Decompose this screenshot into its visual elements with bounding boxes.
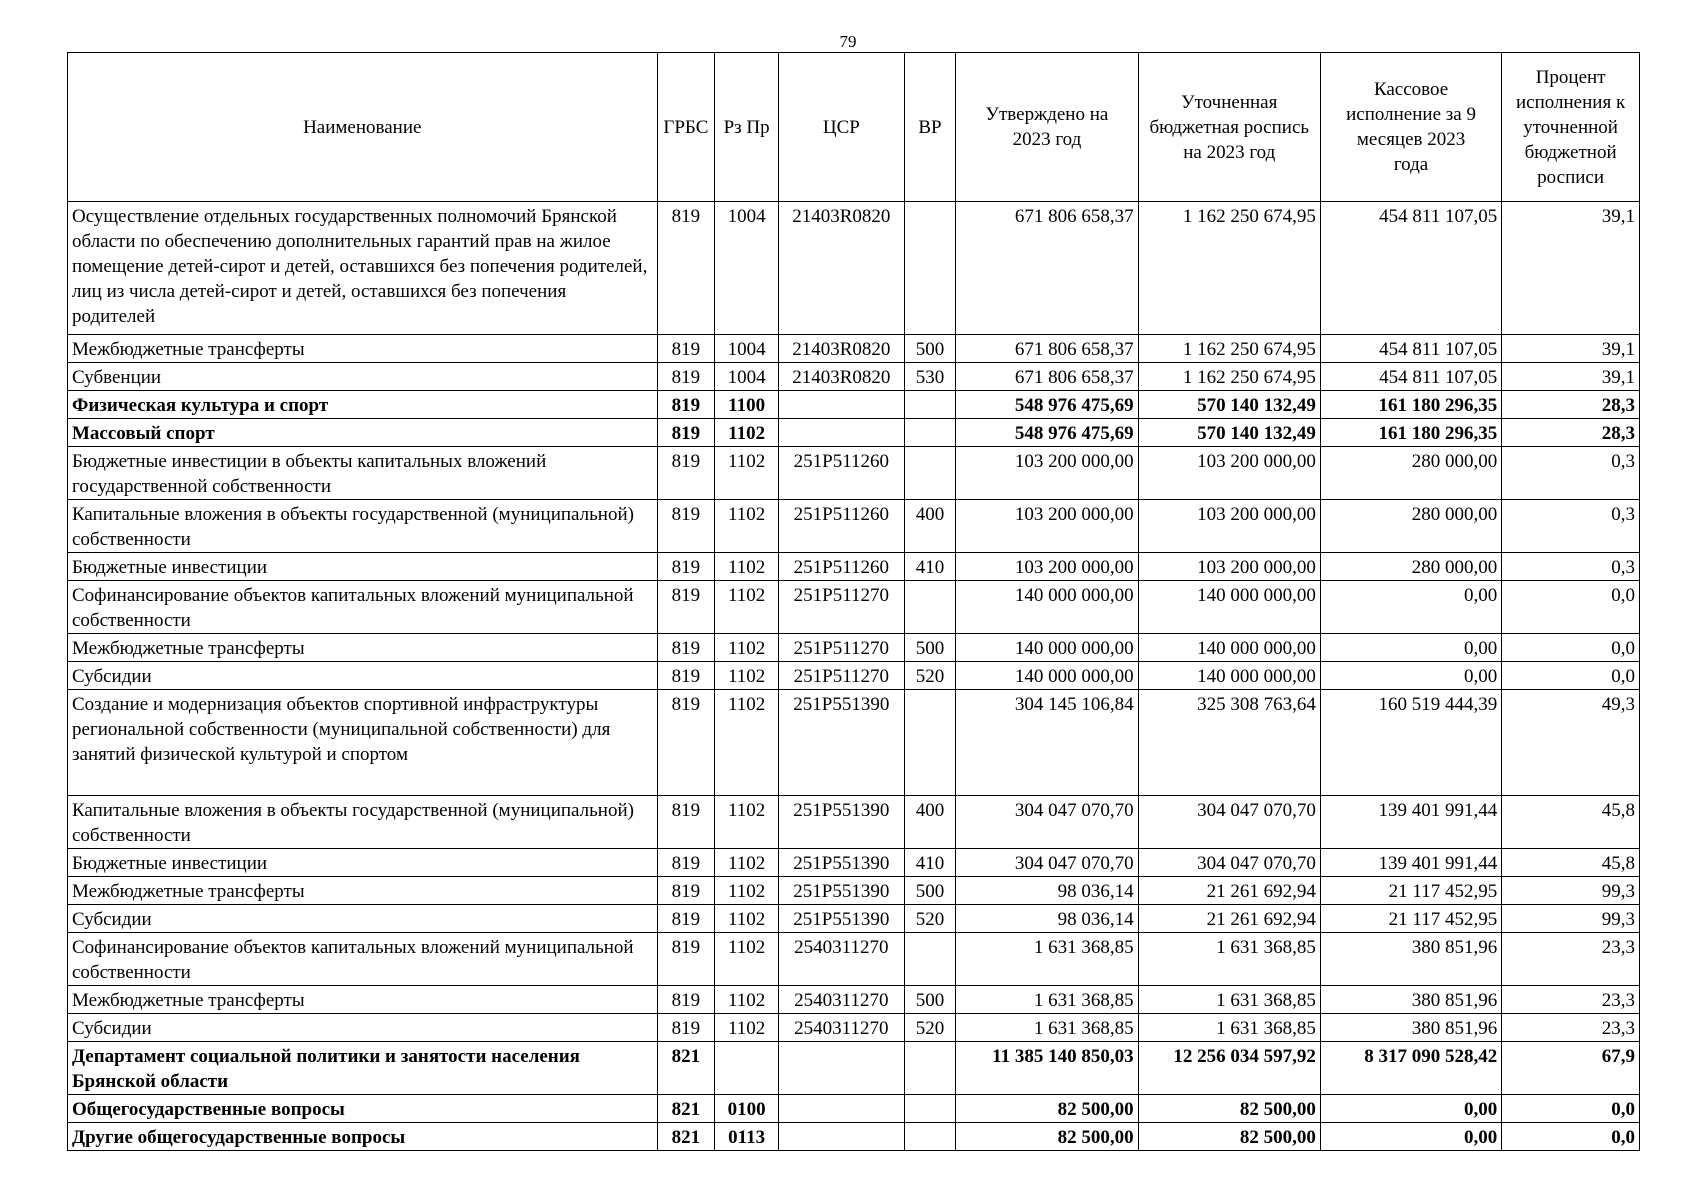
row-refined: 103 200 000,00 [1138, 447, 1320, 500]
row-vr [904, 690, 956, 796]
table-row [68, 1095, 1640, 1123]
row-csr [779, 1095, 905, 1123]
row-rzpr: 1102 [715, 553, 779, 581]
row-vr: 530 [904, 363, 956, 391]
row-vr: 410 [904, 553, 956, 581]
row-vr: 500 [904, 335, 956, 363]
header-grbs: ГРБС [657, 53, 715, 202]
row-vr [904, 419, 956, 447]
row-vr [904, 447, 956, 500]
header-executed: Кассовое исполнение за 9 месяцев 2023 года [1320, 53, 1501, 202]
row-grbs: 819 [657, 391, 715, 419]
row-rzpr: 1100 [715, 391, 779, 419]
row-executed: 0,00 [1320, 634, 1501, 662]
row-rzpr: 0100 [715, 1095, 779, 1123]
row-csr: 2540311270 [779, 1014, 905, 1042]
row-grbs: 819 [657, 553, 715, 581]
page-number: 79 [839, 32, 857, 51]
header-percent: Процент исполнения к уточненной бюджетной росписи [1502, 53, 1640, 202]
table-row [68, 202, 1640, 335]
row-rzpr: 1102 [715, 419, 779, 447]
table-row [68, 447, 1640, 500]
row-csr [779, 1123, 905, 1151]
row-percent: 0,0 [1502, 581, 1640, 634]
row-csr: 251P511270 [779, 581, 905, 634]
table-body [68, 202, 1640, 1151]
row-rzpr: 1102 [715, 634, 779, 662]
row-name: Массовый спорт [68, 419, 658, 447]
row-executed: 0,00 [1320, 1123, 1501, 1151]
table-row [68, 335, 1640, 363]
row-approved: 103 200 000,00 [956, 500, 1138, 553]
row-grbs: 819 [657, 986, 715, 1014]
row-refined: 1 631 368,85 [1138, 933, 1320, 986]
row-executed: 161 180 296,35 [1320, 419, 1501, 447]
row-name: Субсидии [68, 1014, 658, 1042]
row-percent: 0,3 [1502, 500, 1640, 553]
row-executed: 0,00 [1320, 1095, 1501, 1123]
row-vr: 520 [904, 905, 956, 933]
row-percent: 39,1 [1502, 202, 1640, 335]
row-percent: 39,1 [1502, 363, 1640, 391]
row-approved: 82 500,00 [956, 1123, 1138, 1151]
row-approved: 140 000 000,00 [956, 662, 1138, 690]
row-refined: 1 631 368,85 [1138, 1014, 1320, 1042]
row-vr: 520 [904, 1014, 956, 1042]
row-percent: 45,8 [1502, 796, 1640, 849]
row-percent: 28,3 [1502, 391, 1640, 419]
row-approved: 1 631 368,85 [956, 1014, 1138, 1042]
header-refined: Уточненная бюджетная роспись на 2023 год [1138, 53, 1320, 202]
table-row [68, 500, 1640, 553]
row-refined: 570 140 132,49 [1138, 391, 1320, 419]
row-percent: 23,3 [1502, 986, 1640, 1014]
row-name: Департамент социальной политики и занятости населения Брянской области [68, 1042, 658, 1095]
row-executed: 139 401 991,44 [1320, 796, 1501, 849]
row-percent: 0,3 [1502, 553, 1640, 581]
header-csr: ЦСР [779, 53, 905, 202]
row-csr: 251P551390 [779, 849, 905, 877]
row-refined: 304 047 070,70 [1138, 796, 1320, 849]
row-vr [904, 391, 956, 419]
table-row [68, 1042, 1640, 1095]
row-csr: 2540311270 [779, 986, 905, 1014]
row-csr: 21403R0820 [779, 202, 905, 335]
row-grbs: 819 [657, 1014, 715, 1042]
row-rzpr: 1102 [715, 500, 779, 553]
table-row [68, 986, 1640, 1014]
row-name: Субсидии [68, 905, 658, 933]
row-percent: 39,1 [1502, 335, 1640, 363]
row-executed: 139 401 991,44 [1320, 849, 1501, 877]
row-refined: 103 200 000,00 [1138, 500, 1320, 553]
row-approved: 11 385 140 850,03 [956, 1042, 1138, 1095]
row-approved: 82 500,00 [956, 1095, 1138, 1123]
table-row [68, 391, 1640, 419]
row-rzpr: 1004 [715, 363, 779, 391]
row-name: Субсидии [68, 662, 658, 690]
row-approved: 103 200 000,00 [956, 447, 1138, 500]
row-csr: 21403R0820 [779, 363, 905, 391]
row-percent: 99,3 [1502, 877, 1640, 905]
row-name: Бюджетные инвестиции в объекты капитальных вложений государственной собственности [68, 447, 658, 500]
row-refined: 82 500,00 [1138, 1123, 1320, 1151]
row-vr: 400 [904, 500, 956, 553]
row-refined: 1 162 250 674,95 [1138, 202, 1320, 335]
row-grbs: 819 [657, 933, 715, 986]
row-grbs: 819 [657, 581, 715, 634]
row-name: Капитальные вложения в объекты государственной (муниципальной) собственности [68, 500, 658, 553]
row-vr: 410 [904, 849, 956, 877]
row-name: Межбюджетные трансферты [68, 634, 658, 662]
row-approved: 548 976 475,69 [956, 391, 1138, 419]
row-refined: 1 162 250 674,95 [1138, 335, 1320, 363]
row-rzpr [715, 1042, 779, 1095]
row-refined: 21 261 692,94 [1138, 877, 1320, 905]
row-name: Субвенции [68, 363, 658, 391]
row-vr [904, 933, 956, 986]
row-csr: 251P551390 [779, 690, 905, 796]
row-executed: 280 000,00 [1320, 553, 1501, 581]
row-executed: 160 519 444,39 [1320, 690, 1501, 796]
row-csr: 21403R0820 [779, 335, 905, 363]
row-vr [904, 202, 956, 335]
table-row [68, 933, 1640, 986]
row-grbs: 819 [657, 796, 715, 849]
row-percent: 0,0 [1502, 634, 1640, 662]
row-csr: 251P511260 [779, 500, 905, 553]
row-approved: 304 047 070,70 [956, 849, 1138, 877]
row-percent: 67,9 [1502, 1042, 1640, 1095]
row-grbs: 819 [657, 500, 715, 553]
row-percent: 99,3 [1502, 905, 1640, 933]
row-approved: 140 000 000,00 [956, 581, 1138, 634]
row-refined: 570 140 132,49 [1138, 419, 1320, 447]
table-row [68, 662, 1640, 690]
row-approved: 1 631 368,85 [956, 986, 1138, 1014]
row-percent: 23,3 [1502, 933, 1640, 986]
table-row [68, 1014, 1640, 1042]
table-row [68, 1123, 1640, 1151]
row-percent: 28,3 [1502, 419, 1640, 447]
row-vr: 500 [904, 986, 956, 1014]
header-approved: Утверждено на 2023 год [956, 53, 1138, 202]
row-name: Другие общегосударственные вопросы [68, 1123, 658, 1151]
row-refined: 304 047 070,70 [1138, 849, 1320, 877]
table-header [68, 53, 1640, 202]
table-row [68, 796, 1640, 849]
row-refined: 140 000 000,00 [1138, 662, 1320, 690]
table-row [68, 581, 1640, 634]
row-name: Создание и модернизация объектов спортивной инфраструктуры региональной собственности (муниципальной собственности) для занятий физической культурой и спортом [68, 690, 658, 796]
row-rzpr: 1102 [715, 581, 779, 634]
row-executed: 161 180 296,35 [1320, 391, 1501, 419]
row-executed: 280 000,00 [1320, 500, 1501, 553]
row-name: Бюджетные инвестиции [68, 553, 658, 581]
row-refined: 21 261 692,94 [1138, 905, 1320, 933]
header-name: Наименование [68, 53, 658, 202]
row-refined: 82 500,00 [1138, 1095, 1320, 1123]
row-executed: 21 117 452,95 [1320, 877, 1501, 905]
row-rzpr: 1102 [715, 877, 779, 905]
row-csr: 251P511270 [779, 662, 905, 690]
row-executed: 21 117 452,95 [1320, 905, 1501, 933]
row-name: Софинансирование объектов капитальных вложений муниципальной собственности [68, 581, 658, 634]
row-executed: 380 851,96 [1320, 1014, 1501, 1042]
row-csr [779, 391, 905, 419]
row-refined: 12 256 034 597,92 [1138, 1042, 1320, 1095]
table-row [68, 419, 1640, 447]
row-executed: 454 811 107,05 [1320, 202, 1501, 335]
row-vr [904, 1042, 956, 1095]
row-name: Межбюджетные трансферты [68, 877, 658, 905]
row-csr: 2540311270 [779, 933, 905, 986]
table-row [68, 690, 1640, 796]
row-rzpr: 0113 [715, 1123, 779, 1151]
row-vr [904, 1123, 956, 1151]
row-executed: 280 000,00 [1320, 447, 1501, 500]
row-refined: 140 000 000,00 [1138, 581, 1320, 634]
row-name: Капитальные вложения в объекты государственной (муниципальной) собственности [68, 796, 658, 849]
row-executed: 0,00 [1320, 662, 1501, 690]
row-percent: 49,3 [1502, 690, 1640, 796]
table-row [68, 849, 1640, 877]
row-executed: 0,00 [1320, 581, 1501, 634]
row-vr: 520 [904, 662, 956, 690]
row-approved: 98 036,14 [956, 877, 1138, 905]
table-row [68, 905, 1640, 933]
row-approved: 671 806 658,37 [956, 335, 1138, 363]
row-vr [904, 581, 956, 634]
row-csr [779, 1042, 905, 1095]
row-grbs: 819 [657, 335, 715, 363]
row-vr: 400 [904, 796, 956, 849]
row-csr: 251P511260 [779, 553, 905, 581]
row-vr: 500 [904, 877, 956, 905]
header-vr: ВР [904, 53, 956, 202]
row-approved: 140 000 000,00 [956, 634, 1138, 662]
row-grbs: 821 [657, 1123, 715, 1151]
table-row [68, 363, 1640, 391]
header-row [68, 53, 1640, 202]
row-approved: 304 047 070,70 [956, 796, 1138, 849]
row-rzpr: 1102 [715, 905, 779, 933]
row-rzpr: 1004 [715, 202, 779, 335]
row-rzpr: 1102 [715, 849, 779, 877]
row-csr: 251P511270 [779, 634, 905, 662]
row-percent: 45,8 [1502, 849, 1640, 877]
row-csr: 251P551390 [779, 877, 905, 905]
row-grbs: 819 [657, 447, 715, 500]
row-approved: 98 036,14 [956, 905, 1138, 933]
row-csr: 251P551390 [779, 905, 905, 933]
row-approved: 1 631 368,85 [956, 933, 1138, 986]
row-rzpr: 1102 [715, 796, 779, 849]
row-refined: 1 631 368,85 [1138, 986, 1320, 1014]
row-name: Бюджетные инвестиции [68, 849, 658, 877]
table-row [68, 553, 1640, 581]
row-refined: 1 162 250 674,95 [1138, 363, 1320, 391]
row-grbs: 819 [657, 849, 715, 877]
row-rzpr: 1004 [715, 335, 779, 363]
row-name: Межбюджетные трансферты [68, 986, 658, 1014]
row-grbs: 821 [657, 1042, 715, 1095]
row-csr [779, 419, 905, 447]
row-grbs: 819 [657, 690, 715, 796]
row-vr: 500 [904, 634, 956, 662]
row-vr [904, 1095, 956, 1123]
row-grbs: 819 [657, 634, 715, 662]
table-row [68, 634, 1640, 662]
row-approved: 671 806 658,37 [956, 202, 1138, 335]
row-name: Физическая культура и спорт [68, 391, 658, 419]
row-grbs: 819 [657, 363, 715, 391]
row-name: Общегосударственные вопросы [68, 1095, 658, 1123]
row-refined: 140 000 000,00 [1138, 634, 1320, 662]
row-refined: 325 308 763,64 [1138, 690, 1320, 796]
row-name: Межбюджетные трансферты [68, 335, 658, 363]
row-name: Осуществление отдельных государственных полномочий Брянской области по обеспечению дополнительных гарантий прав на жилое помещение детей-сирот и детей, оставшихся без попечения родителей, лиц из числа детей-сирот и детей, оставшихся без попечения родителей [68, 202, 658, 335]
budget-table [67, 52, 1640, 1151]
row-executed: 380 851,96 [1320, 933, 1501, 986]
row-grbs: 819 [657, 202, 715, 335]
row-grbs: 819 [657, 877, 715, 905]
row-executed: 8 317 090 528,42 [1320, 1042, 1501, 1095]
row-executed: 380 851,96 [1320, 986, 1501, 1014]
row-approved: 304 145 106,84 [956, 690, 1138, 796]
row-approved: 671 806 658,37 [956, 363, 1138, 391]
row-rzpr: 1102 [715, 933, 779, 986]
row-grbs: 819 [657, 905, 715, 933]
row-approved: 103 200 000,00 [956, 553, 1138, 581]
row-percent: 0,0 [1502, 1123, 1640, 1151]
row-rzpr: 1102 [715, 662, 779, 690]
row-rzpr: 1102 [715, 690, 779, 796]
row-percent: 0,0 [1502, 662, 1640, 690]
row-percent: 23,3 [1502, 1014, 1640, 1042]
row-grbs: 819 [657, 662, 715, 690]
row-executed: 454 811 107,05 [1320, 335, 1501, 363]
row-approved: 548 976 475,69 [956, 419, 1138, 447]
row-rzpr: 1102 [715, 986, 779, 1014]
table-row [68, 877, 1640, 905]
row-rzpr: 1102 [715, 1014, 779, 1042]
row-percent: 0,0 [1502, 1095, 1640, 1123]
row-executed: 454 811 107,05 [1320, 363, 1501, 391]
row-grbs: 821 [657, 1095, 715, 1123]
row-refined: 103 200 000,00 [1138, 553, 1320, 581]
row-csr: 251P551390 [779, 796, 905, 849]
row-grbs: 819 [657, 419, 715, 447]
row-percent: 0,3 [1502, 447, 1640, 500]
row-csr: 251P511260 [779, 447, 905, 500]
row-rzpr: 1102 [715, 447, 779, 500]
header-rzpr: Рз Пр [715, 53, 779, 202]
row-name: Софинансирование объектов капитальных вложений муниципальной собственности [68, 933, 658, 986]
